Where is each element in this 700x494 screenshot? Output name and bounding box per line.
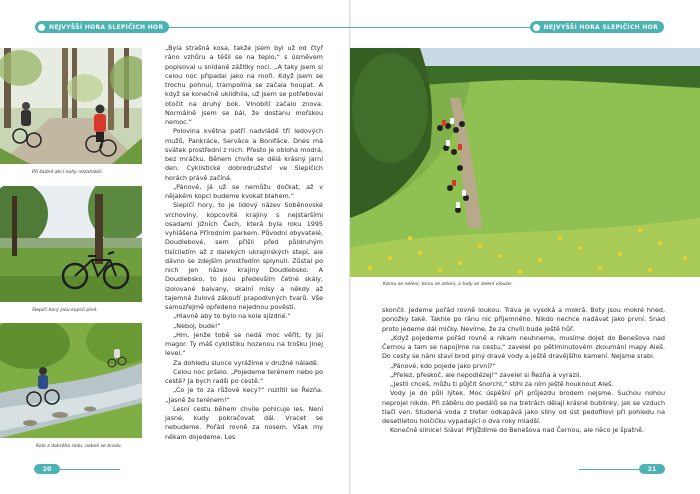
page-number-left bbox=[34, 464, 120, 474]
page-number-rule bbox=[579, 469, 639, 470]
text-column-right bbox=[382, 306, 665, 436]
photo-cyclists-forest bbox=[0, 48, 142, 164]
paragraph: „Hlavně aby to bylo na kole sjízdné.“ bbox=[173, 312, 291, 321]
paragraph: „Přelez, přeskoč, ale nepodlézej!“ zavelel si Řezňa a vyrazil. bbox=[390, 370, 582, 379]
paragraph: skončil. Jedeme pořád rovně loukou. Tráva je vysoká a mokrá. Boty jsou mokré hned, ponožky také. Takhle po ránu nic příjemného. Nikdo nechce nadávat jako první. Snad proto jedeme dál mlčky. Nevíme, že za chvíli bude ještě hůř. bbox=[382, 306, 665, 333]
paragraph: Konečně silnice! Sláva! Přijíždíme do Benešova nad Černou, ale něco je špatně. bbox=[390, 426, 645, 435]
caption-photo-4: Kornu se nelení, tomu se zelení, a tady se zelení vlouze. bbox=[383, 282, 513, 287]
page-number-badge: 20 bbox=[34, 464, 60, 474]
paragraph: „Byla strašná kosa, takže jsem byl už od čtyř ráno vzhůru a těšil se na teplo,“ s úsměvem popisoval u snídaně zážitky noci. „A taky jsem si celou noc připadal jako na moři. Když jsem se trochu pohnul, trampolína se začala houpat. A když se konečně ukliďnila, už jsem se potřeboval otočit na druhý bok. Vlnobití začalo znova. Normálně jsem se bál, že dostanu mořskou nemoc.“ bbox=[165, 44, 323, 126]
photo-ford-crossing bbox=[0, 323, 142, 438]
page-number-rule bbox=[60, 469, 120, 470]
paragraph: „Pánové, kdo pojede jako první?“ bbox=[390, 361, 496, 370]
paragraph: „Pánové, já už se nemůžu dočkat, až v nějakém kopci budeme kvokat blahem.“ bbox=[165, 182, 323, 200]
text-column-left bbox=[165, 44, 323, 442]
paragraph: „Co je to za růžové kecy?“ rozlítil se Řezňa. „Jasně že terénem!“ bbox=[165, 386, 323, 404]
running-header-right bbox=[530, 21, 664, 33]
paragraph: „Hm, jenže tobě se nedá moc věřit, ty jsi magor. Ty máš cyklistiku hozenou na trošku jinej level.“ bbox=[165, 330, 323, 358]
paragraph: Polovina května patří nadvládě tří ledových mužů, Pankráce, Serváce a Bonifáce. Dnes má svátek prostřední z nich. Přesto je obloha modrá, bez mráčku. Během chvíle se dělá krásný jarní den. Cyklistické dobrodružství ve Slepičích horách právě začíná. bbox=[165, 127, 323, 182]
paragraph: „Neboj, bude!“ bbox=[173, 321, 221, 330]
header-rule-right bbox=[350, 27, 540, 28]
paragraph: Lesní cestu během chvíle pohlcuje les. Není jasné, kudy pokračovat dál. Vracet se nebudeme. Pořád rovně za nosem. Však my někam dojedeme. Les bbox=[165, 404, 323, 441]
caption-photo-1: Při žádné akci nohy nezaháleli. bbox=[32, 170, 104, 175]
caption-photo-3: Kolo z dobrého rodu, neboli se brodu. bbox=[36, 444, 123, 449]
paragraph: Za dohledu slunce vyrážíme v družné náladě. bbox=[173, 358, 319, 367]
paragraph: „Jestli chceš, můžu ti půjčit šnorchl,“ stihl za ním ještě houknout Aleš. bbox=[390, 380, 614, 388]
header-title-left: NEJVYŠŠÍ HORA SLEPIČÍCH HOR bbox=[49, 23, 164, 31]
page-number-right bbox=[579, 464, 665, 474]
header-title-right: NEJVYŠŠÍ HORA SLEPIČÍCH HOR bbox=[543, 23, 658, 31]
header-rule-left bbox=[160, 27, 350, 28]
page-number-badge: 21 bbox=[639, 464, 665, 474]
paragraph: Slepičí hory, to je lidový název Soběnovské vrchoviny, kopcovité krajiny s nejstaršími osadami jižních Čech, která byla roku 1995 vyhlášena Přírodním parkem. Původní obyvatelé, Doudlebové, sem přišli před půldruhým tisíciletím až z dalekých ukrajinských stepí, ale dávno se zdejším prostředím splynuli. Zůstal po nich jen název krajiny Doudlebsko. A Doudlebsko, to jsou především četné skály, izolované balvany, skalní mísy a někdy až tajemná žulová zákoutí prapodivných tvarů. Vše samozřejmě opředeno nejednou pověstí. bbox=[165, 201, 323, 311]
photo-meadow-riders bbox=[350, 48, 700, 277]
header-dot-icon bbox=[533, 24, 540, 31]
paragraph: „Když pojedeme pořád rovně a nikam neuhneme, musíme dojet do Benešova nad Černou a tam se napojíme na cestu,“ zavelel po pětiminutovém zkoumání mapy Aleš. Do cesty se nám staví brod plný dravé vody a ještě dravějšího kamení. Nejsme srabi. bbox=[382, 333, 665, 361]
caption-photo-2: Slepičí hory jsou kopců plné. bbox=[32, 308, 98, 313]
running-header-left bbox=[35, 21, 169, 33]
paragraph: Celou noc pršelo. „Pojedeme terénem nebo po cestě? Ja bych radši po cestě.“ bbox=[165, 367, 323, 385]
photo-bike-hill bbox=[0, 186, 142, 302]
paragraph: Vody je do půli lýtek. Moc úspěšní při průjezdu brodem nejsme. Suchou nohou neprojel nikdo. Při záběru do pedálů se na tretrách dělají krásné bublinky, jak se vzduch tlačí ven. Studená voda z treter odkapává jako sliny od úst pedofilovi při pohledu na desetiletou holčičku vypadající o dva roky mladší. bbox=[382, 389, 665, 425]
header-dot-icon bbox=[38, 24, 45, 31]
